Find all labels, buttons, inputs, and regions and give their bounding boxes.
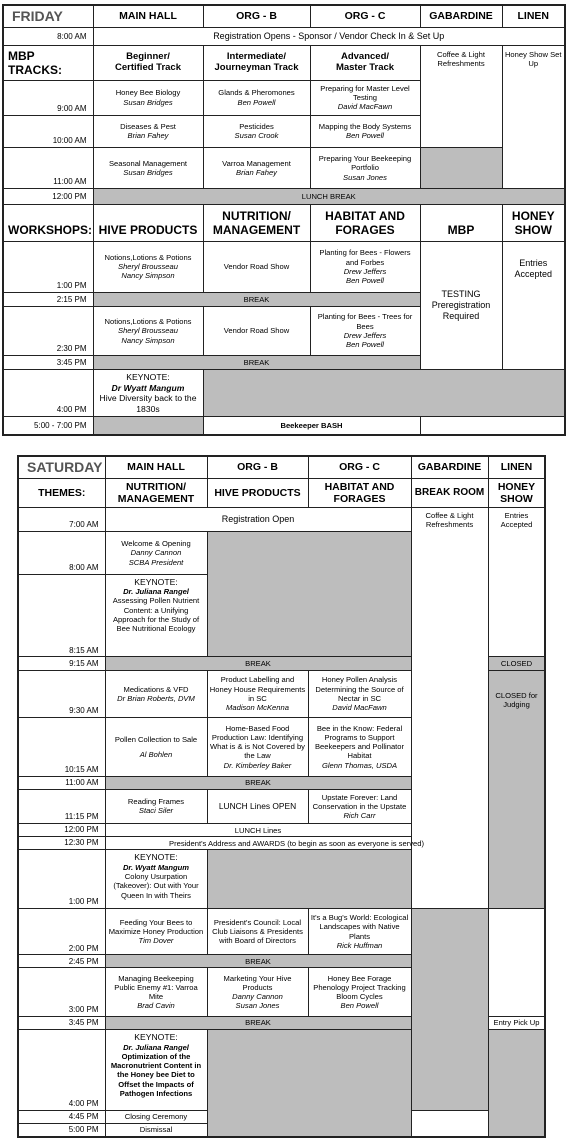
session-cell: Varroa Management Brian Fahey — [203, 148, 310, 189]
time-cell: 9:00 AM — [3, 80, 93, 115]
time-cell: 5:00 - 7:00 PM — [3, 417, 93, 435]
lunch-lines-open: LUNCH Lines OPEN — [207, 789, 308, 823]
time-cell: 3:45 PM — [3, 355, 93, 369]
time-cell: 10:00 AM — [3, 115, 93, 148]
empty-cell — [207, 1030, 411, 1137]
friday-schedule-table — [2, 4, 566, 436]
time-cell: 4:00 PM — [3, 370, 93, 417]
break-bar: BREAK — [93, 292, 420, 306]
saturday-header-row — [18, 456, 545, 478]
saturday-header-gabardine: GABARDINE — [411, 456, 488, 478]
workshop-mbp: MBP — [420, 205, 502, 242]
time-cell: 4:00 PM — [18, 1030, 105, 1111]
session-cell: Bee in the Know: Federal Programs to Support Beekeepers and Pollinator Habitat Glenn Thomas, USDA — [308, 718, 411, 777]
time-cell: 4:45 PM — [18, 1110, 105, 1123]
honey-entries: Entries Accepted — [502, 241, 565, 369]
break-bar: BREAK — [105, 776, 411, 789]
session-cell: Honey Bee Biology Susan Bridges — [93, 80, 203, 115]
session-cell: Upstate Forever: Land Conservation in the Upstate Rich Carr — [308, 789, 411, 823]
time-cell: 2:30 PM — [3, 307, 93, 356]
beekeeper-bash: Beekeeper BASH — [203, 417, 420, 435]
blank-cell — [420, 417, 565, 435]
session-cell: Honey Pollen Analysis Determining the Source of Nectar in SC David MacFawn — [308, 670, 411, 717]
break-bar: BREAK — [93, 355, 420, 369]
workshop-hive-products: HIVE PRODUCTS — [93, 205, 203, 242]
workshop-cell: Vendor Road Show — [203, 307, 310, 356]
friday-header-main-hall: MAIN HALL — [93, 5, 203, 27]
workshop-row — [3, 241, 565, 292]
saturday-day-title: SATURDAY — [18, 456, 105, 478]
workshops-label: WORKSHOPS: — [3, 205, 93, 242]
time-cell: 8:00 AM — [3, 27, 93, 45]
saturday-header-linen: LINEN — [488, 456, 545, 478]
time-cell: 3:00 PM — [18, 968, 105, 1016]
friday-tracks-row — [3, 46, 565, 81]
linen-closed-judging: CLOSED for Judging — [488, 670, 545, 908]
track-beginner: Beginner/ Certified Track — [93, 46, 203, 81]
themes-label: THEMES: — [18, 478, 105, 507]
workshop-cell: Planting for Bees - Trees for Bees Drew Jeffers Ben Powell — [310, 307, 420, 356]
linen-entry-pickup: Entry Pick Up — [488, 1016, 545, 1029]
session-cell: Preparing Your Beekeeping Portfolio Susan Jones — [310, 148, 420, 189]
gabardine-refreshments: Coffee & Light Refreshments — [411, 508, 488, 909]
lunch-lines: LUNCH Lines — [105, 824, 411, 837]
session-cell: Glands & Pheromones Ben Powell — [203, 80, 310, 115]
dismissal: Dismissal — [105, 1124, 207, 1138]
themes-row — [18, 478, 545, 507]
gabardine-refreshments: Coffee & Light Refreshments — [420, 46, 502, 148]
workshop-cell: Vendor Road Show — [203, 241, 310, 292]
session-row — [3, 148, 565, 189]
empty-cell — [203, 370, 565, 417]
session-cell: Seasonal Management Susan Bridges — [93, 148, 203, 189]
session-cell: Preparing for Master Level Testing David MacFawn — [310, 80, 420, 115]
registration-row — [18, 508, 545, 532]
session-cell: Pollen Collection to Sale Al Bohlen — [105, 718, 207, 777]
time-cell: 12:30 PM — [18, 837, 105, 850]
break-bar: BREAK — [105, 955, 411, 968]
session-cell: Marketing Your Hive Products Danny Cannon Susan Jones — [207, 968, 308, 1016]
break-bar: BREAK — [105, 657, 411, 670]
saturday-header-main-hall: MAIN HALL — [105, 456, 207, 478]
session-cell: Reading Frames Staci Siler — [105, 789, 207, 823]
time-cell: 8:00 AM — [18, 532, 105, 574]
saturday-header-org-b: ORG - B — [207, 456, 308, 478]
mbp-tracks-label: MBP TRACKS: — [3, 46, 93, 81]
friday-header-row — [3, 5, 565, 27]
time-cell: 7:00 AM — [18, 508, 105, 532]
saturday-schedule-table — [17, 455, 546, 1138]
keynote-cell: KEYNOTE: Dr Wyatt Mangum Hive Diversity back to the 1830s — [93, 370, 203, 417]
session-row — [18, 908, 545, 954]
theme-honey-show: HONEY SHOW — [488, 478, 545, 507]
time-cell: 8:15 AM — [18, 574, 105, 657]
theme-habitat: HABITAT AND FORAGES — [308, 478, 411, 507]
presidents-address: President's Address and AWARDS (to begin as soon as everyone is served) — [105, 837, 488, 850]
welcome-cell: Welcome & Opening Danny Cannon SCBA President — [105, 532, 207, 574]
time-cell: 5:00 PM — [18, 1124, 105, 1138]
session-cell: Medications & VFD Dr Brian Roberts, DVM — [105, 670, 207, 717]
workshop-cell: Planting for Bees - Flowers and Forbes Drew Jeffers Ben Powell — [310, 241, 420, 292]
keynote-cell: KEYNOTE: Dr. Juliana Rangel Optimization of the Macronutrient Content in the Honey bee Diet to Offset the Impacts of Pathogen Infections — [105, 1030, 207, 1111]
theme-break-room: BREAK ROOM — [411, 478, 488, 507]
empty-cell — [488, 1030, 545, 1137]
time-cell: 11:00 AM — [3, 148, 93, 189]
friday-day-title: FRIDAY — [3, 5, 93, 27]
registration-cell: Registration Opens - Sponsor / Vendor Check In & Set Up — [93, 27, 565, 45]
time-cell: 1:00 PM — [18, 850, 105, 909]
theme-nutrition: NUTRITION/ MANAGEMENT — [105, 478, 207, 507]
registration-cell: Registration Open — [105, 508, 411, 532]
session-cell: Pesticides Susan Crook — [203, 115, 310, 148]
time-cell: 12:00 PM — [3, 188, 93, 204]
mbp-testing: TESTING Preregistration Required — [420, 241, 502, 369]
address-row — [18, 837, 545, 850]
break-bar: BREAK — [105, 1016, 411, 1029]
session-cell: Managing Beekeeping Public Enemy #1: Varroa Mite Brad Cavin — [105, 968, 207, 1016]
time-cell: 9:15 AM — [18, 657, 105, 670]
bash-row — [3, 417, 565, 435]
time-cell: 1:00 PM — [3, 241, 93, 292]
workshop-nutrition: NUTRITION/ MANAGEMENT — [203, 205, 310, 242]
session-cell: Feeding Your Bees to Maximize Honey Production Tim Dover — [105, 908, 207, 954]
time-cell: 2:45 PM — [18, 955, 105, 968]
friday-header-linen: LINEN — [502, 5, 565, 27]
session-cell: Product Labelling and Honey House Requirements in SC Madison McKenna — [207, 670, 308, 717]
friday-header-org-b: ORG - B — [203, 5, 310, 27]
session-cell: President's Council: Local Club Liaisons & Presidents with Board of Directors — [207, 908, 308, 954]
empty-cell — [411, 908, 488, 1110]
time-cell: 10:15 AM — [18, 718, 105, 777]
time-cell: 11:15 PM — [18, 789, 105, 823]
workshops-header-row — [3, 205, 565, 242]
linen-entries: Entries Accepted — [488, 508, 545, 657]
session-cell: Home-Based Food Production Law: Identifying What is & is Not Covered by the Law Dr. Kimberley Baker — [207, 718, 308, 777]
lunch-row — [3, 188, 565, 204]
time-cell: 2:15 PM — [3, 292, 93, 306]
friday-header-gabardine: GABARDINE — [420, 5, 502, 27]
workshop-cell: Notions,Lotions & Potions Sheryl Brousseau Nancy Simpson — [93, 307, 203, 356]
empty-cell — [93, 417, 203, 435]
session-cell: It's a Bug's World: Ecological Landscapes with Native Plants Rick Huffman — [308, 908, 411, 954]
empty-cell — [420, 148, 502, 189]
saturday-header-org-c: ORG - C — [308, 456, 411, 478]
workshop-honey-show: HONEY SHOW — [502, 205, 565, 242]
session-cell: Honey Bee Forage Phenology Project Tracking Bloom Cycles Ben Powell — [308, 968, 411, 1016]
session-cell: Diseases & Pest Brian Fahey — [93, 115, 203, 148]
time-cell: 12:00 PM — [18, 824, 105, 837]
keynote-cell: KEYNOTE: Dr. Wyatt Mangum Colony Usurpation (Takeover): Out with Your Queen In with Theirs — [105, 850, 207, 909]
track-intermediate: Intermediate/ Journeyman Track — [203, 46, 310, 81]
track-advanced: Advanced/ Master Track — [310, 46, 420, 81]
keynote-cell: KEYNOTE: Dr. Juliana Rangel Assessing Pollen Nutrient Content: a Unifying Approach for the Study of Bee Nutritional Ecology — [105, 574, 207, 657]
workshop-cell: Notions,Lotions & Potions Sheryl Brousseau Nancy Simpson — [93, 241, 203, 292]
closing-ceremony: Closing Ceremony — [105, 1110, 207, 1123]
time-cell: 3:45 PM — [18, 1016, 105, 1029]
lunch-break-bar: LUNCH BREAK — [93, 188, 565, 204]
time-cell: 11:00 AM — [18, 776, 105, 789]
friday-registration-row — [3, 27, 565, 45]
time-cell: 2:00 PM — [18, 908, 105, 954]
workshop-habitat: HABITAT AND FORAGES — [310, 205, 420, 242]
session-cell: Mapping the Body Systems Ben Powell — [310, 115, 420, 148]
theme-hive-products: HIVE PRODUCTS — [207, 478, 308, 507]
linen-setup: Honey Show Set Up — [502, 46, 565, 189]
friday-header-org-c: ORG - C — [310, 5, 420, 27]
empty-cell — [207, 850, 411, 909]
linen-closed: CLOSED — [488, 657, 545, 670]
empty-cell — [207, 532, 411, 657]
time-cell: 9:30 AM — [18, 670, 105, 717]
keynote-row — [3, 370, 565, 417]
